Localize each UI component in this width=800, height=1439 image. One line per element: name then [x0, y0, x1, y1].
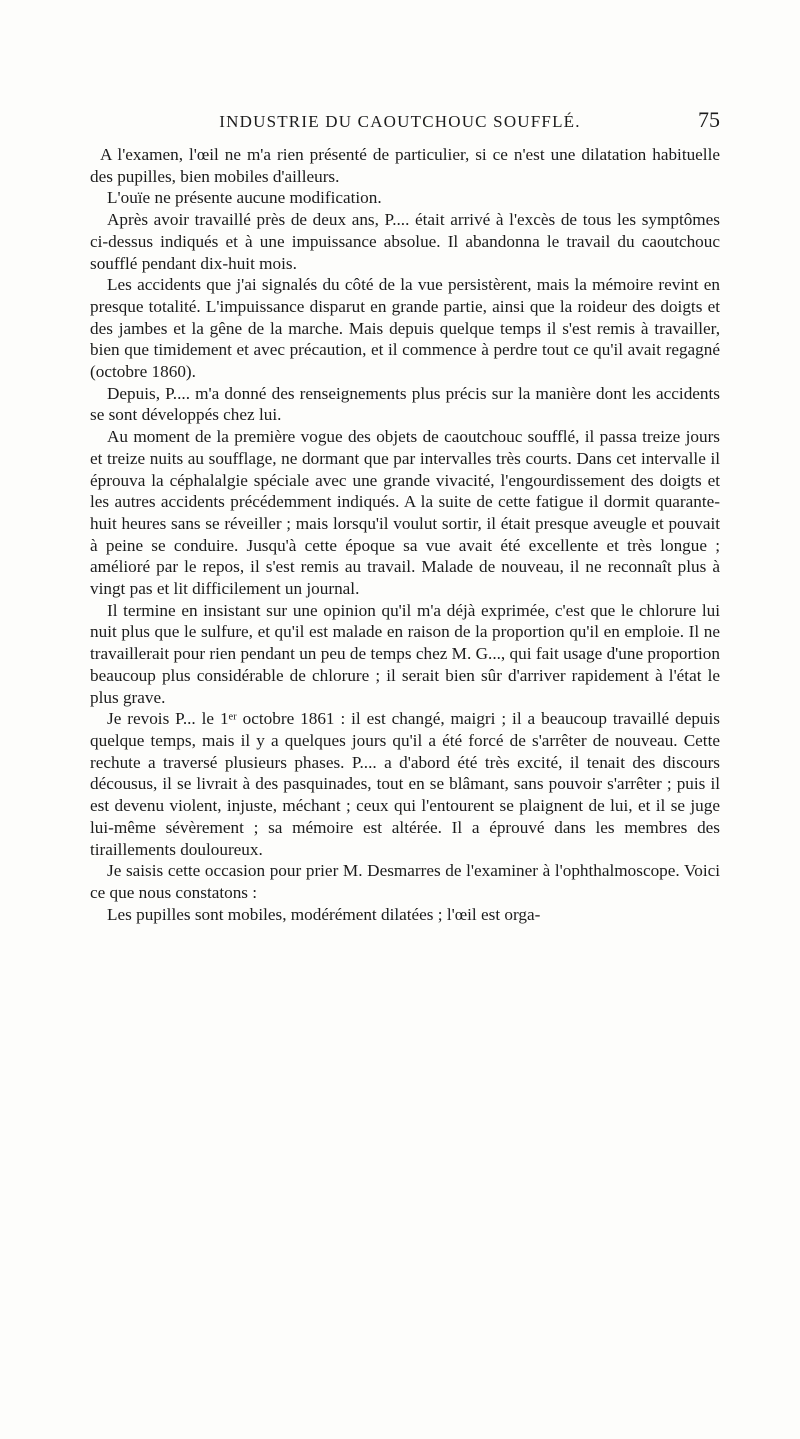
paragraph-pupils: Les pupilles sont mobiles, modérément dilatées ; l'œil est orga-	[107, 904, 541, 924]
paragraph-information: Depuis, P.... m'a donné des renseignements plus précis sur la manière dont les accidents se sont développés chez lui.	[90, 383, 720, 425]
paragraph-hearing: L'ouïe ne présente aucune modification.	[107, 188, 382, 208]
paragraph-desmarres: Je saisis cette occasion pour prier M. Desmarres de l'examiner à l'ophthalmoscope. Voici ce que nous constatons :	[90, 861, 720, 902]
paragraph-first-vogue: Au moment de la première vogue des objets de caoutchouc soufflé, il passa treize jours et treize nuits au soufflage, ne dormant que par intervalles très courts. Dans cet intervalle il éprouva la céphalalgie spéciale avec une grande vivacité, l'engourdissement des doigts et les autres accidents précédemment indiqués. A la suite de cette fatigue il dormit quarante-huit heures sans se réveiller ; mais lorsqu'il voulut sortir, il était presque aveugle et pouvait à peine se conduire. Jusqu'à cette époque sa vue avait été excellente et très longue ; amélioré par le repos, il s'est remis au travail. Malade de nouveau, il ne reconnaît plus à vingt pas et lit difficilement un journal.	[90, 427, 720, 599]
paragraph-october-1861: Je revois P... le 1ᵉʳ octobre 1861 : il est changé, maigri ; il a beaucoup travaillé depuis quelque temps, mais il y a quelques jours qu'il a été forcé de s'arrêter de nouveau. Cette rechute a traversé plusieurs phases. P.... a d'abord été très excité, il tenait des discours décousus, il se livrait à des pasquinades, tout en se blâmant, sans pouvoir s'arrêter ; puis il est devenu violent, injuste, méchant ; ceux qui l'entourent se plaignent de lui, et il se juge lui-même sévèrement ; sa mémoire est altérée. Il a éprouvé dans les membres des tiraillements douloureux.	[90, 709, 720, 859]
body-text	[90, 144, 720, 925]
page-number: 75	[698, 107, 720, 132]
paragraph-chloride-opinion: Il termine en insistant sur une opinion qu'il m'a déjà exprimée, c'est que le chlorure lui nuit plus que le sulfure, et qu'il est malade en raison de la proportion qu'il en emploie. Il ne travaillerait pour rien pendant un peu de temps chez M. G..., qui fait usage d'une proportion beaucoup plus considérable de chlorure ; il serait bien sûr d'arriver rapidement à l'état le plus grave.	[90, 600, 720, 707]
paragraph-accidents-persisted: Les accidents que j'ai signalés du côté de la vue persistèrent, mais la mémoire revint en presque totalité. L'impuissance disparut en grande partie, ainsi que la roideur des doigts et des jambes et la gêne de la marche. Mais depuis quelque temps il s'est remis à travailler, bien que timidement et avec précaution, et il commence à perdre tout ce qu'il avait regagné (octobre 1860).	[90, 275, 720, 382]
running-title: INDUSTRIE DU CAOUTCHOUC SOUFFLÉ.	[219, 112, 581, 131]
paragraph-two-years: Après avoir travaillé près de deux ans, P.... était arrivé à l'excès de tous les symptômes ci-dessus indiqués et à une impuissance absolue. Il abandonna le travail du caoutchouc soufflé pendant dix-huit mois.	[90, 210, 720, 273]
paragraph-examination: A l'examen, l'œil ne m'a rien présenté de particulier, si ce n'est une dilatation habituelle des pupilles, bien mobiles d'ailleurs.	[90, 145, 720, 186]
running-head	[60, 104, 740, 140]
